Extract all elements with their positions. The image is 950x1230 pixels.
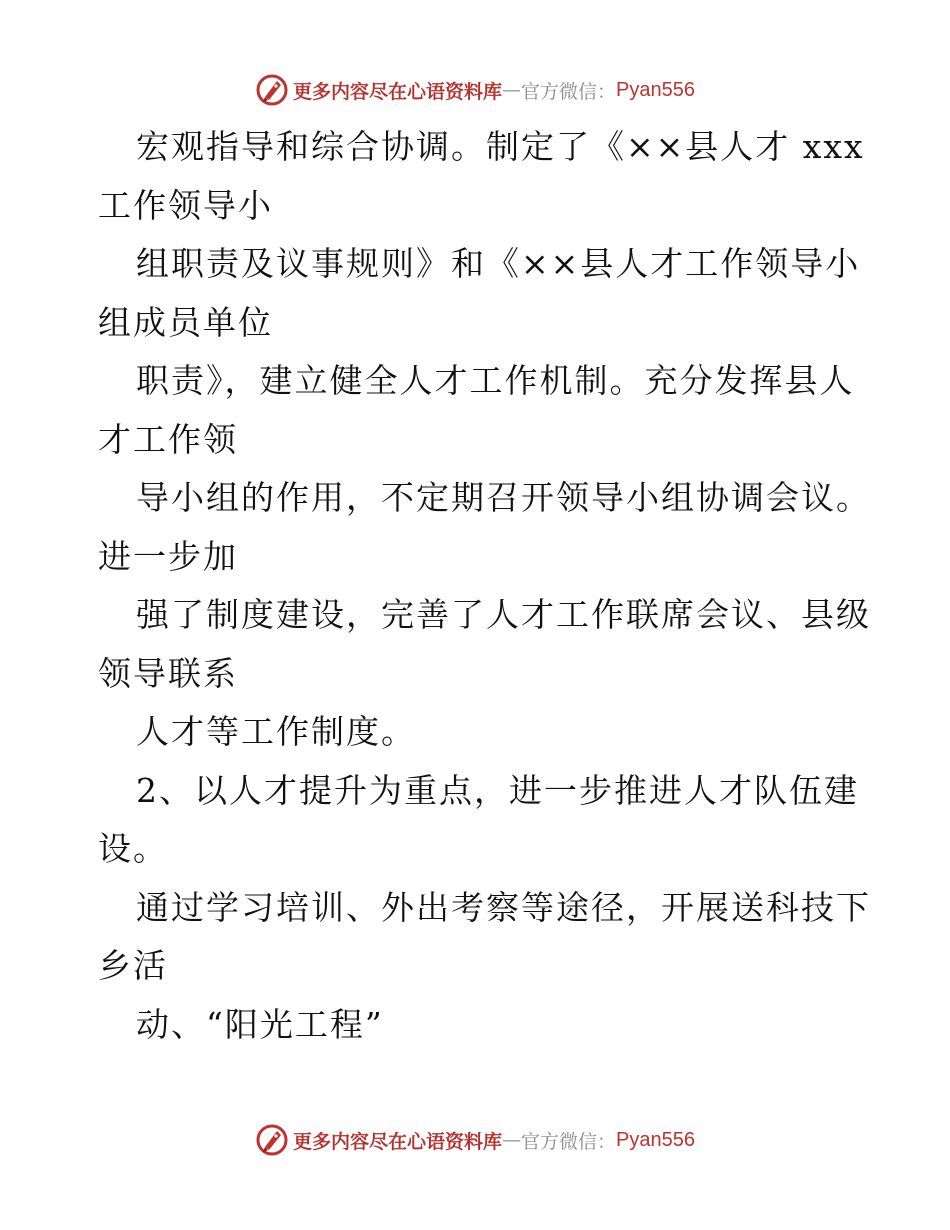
pen-nib-logo-icon [255,1123,289,1157]
pen-nib-logo-icon [255,73,289,107]
text-line: 人才等工作制度。 [136,712,416,751]
text-line: 通过学习培训、外出考察等途径，开展送科技下 [136,887,871,927]
header-wechat-id: Pyan556 [616,78,695,101]
text-line: 领导联系 [98,653,238,693]
text-line: 职责》，建立健全人才工作机制。充分发挥县人 [136,361,855,400]
header-site-text: 更多内容尽在心语资料库 [293,80,503,103]
text-line: 动、“阳光工程” [136,1004,384,1044]
text-line: 工作领导小 [98,185,273,225]
header-banner [0,70,950,110]
text-line: 进一步加 [98,536,238,576]
text-line: 2、以人才提升为重点，进一步推进人才队伍建 [136,770,859,810]
footer-wechat-label: 官方微信： [521,1130,617,1153]
text-line: 组职责及议事规则》和《××县人才工作领导小 [136,244,861,283]
document-body [98,118,871,1054]
footer-site-text: 更多内容尽在心语资料库 [293,1130,503,1153]
text-line: 强了制度建设，完善了人才工作联席会议、县级 [136,595,871,634]
header-dash: — [502,79,522,101]
text-line: 乡活 [98,946,168,985]
footer-dash: — [502,1129,522,1151]
text-line: 才工作领 [98,419,238,459]
text-line: 组成员单位 [98,302,273,342]
footer-wechat-id: Pyan556 [616,1128,695,1151]
text-line: 设。 [98,829,168,868]
text-line: 导小组的作用，不定期召开领导小组协调会议。 [136,478,871,517]
footer-banner [0,1120,950,1160]
text-line: 宏观指导和综合协调。制定了《××县人才 xxx [136,127,865,166]
header-wechat-label: 官方微信： [521,80,617,103]
